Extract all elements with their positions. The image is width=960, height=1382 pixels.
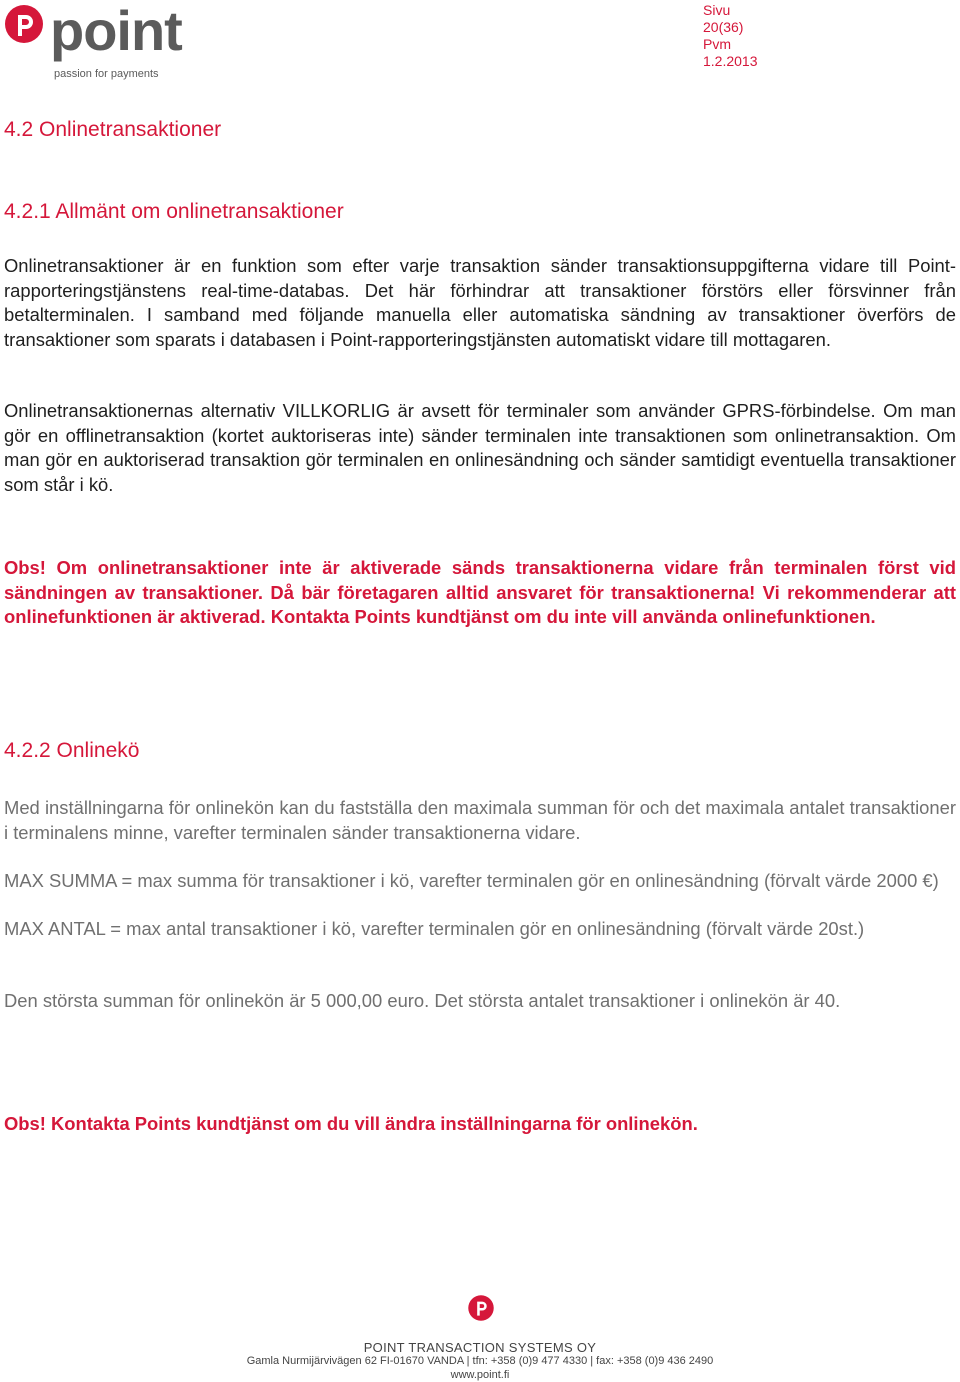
subsection-2-max-antal: MAX ANTAL = max antal transaktioner i kö, varefter terminalen gör en onlinesändning (förvalt värde 20st.) xyxy=(4,918,865,939)
subsection-2-max-summa: MAX SUMMA = max summa för transaktioner i kö, varefter terminalen gör en onlinesändning (förvalt värde 2000 €) xyxy=(4,870,939,891)
subsection-1-heading: 4.2.1 Allmänt om onlinetransaktioner xyxy=(4,200,344,223)
footer-website[interactable]: www.point.fi xyxy=(450,1369,510,1381)
subsection-1-obs-note: Obs! Om onlinetransaktioner inte är aktiverade sänds transaktionerna vidare från terminalen först vid sändningen av transaktioner. Då bär företagaren alltid ansvaret för transaktionerna! Vi rekommenderar att onlinefunktionen är aktiverad. Kontakta Points kundtjänst om du inte vill använda onlinefunktionen. xyxy=(4,557,956,628)
subsection-1-paragraph-2: Onlinetransaktionernas alternativ VILLKORLIG är avsett för terminaler som använder GPRS-förbindelse. Om man gör en offlinetransaktion (kortet auktoriseras inte) sänder terminalen inte transaktionen som onlinetransaktion. Om man gör en auktoriserad transaktion gör terminalen en onlinesändning och sänder samtidigt eventuella transaktioner som står i kö. xyxy=(4,400,956,495)
subsection-2-paragraph-3: Den största summan för onlinekön är 5 000,00 euro. Det största antalet transaktioner i onlinekön är 40. xyxy=(4,990,841,1011)
subsection-1-paragraph-1: Onlinetransaktioner är en funktion som efter varje transaktion sänder transaktionsuppgifterna vidare till Point-rapporteringstjänstens real-time-databas. Det här förhindrar att transaktioner förstörs eller försvinner från betalterminalen. I samband med följande manuella eller automatiska sändning av transaktioner överförs de transaktioner som sparats i databasen i Point-rapporteringstjänsten automatiskt vidare till mottagaren. xyxy=(4,255,956,350)
subsection-2-obs-note: Obs! Kontakta Points kundtjänst om du vill ändra inställningarna för onlinekön. xyxy=(4,1113,698,1134)
subsection-2-paragraph-1: Med inställningarna för onlinekön kan du fastställa den maximala summan för och det maximala antalet transaktioner i terminalens minne, varefter terminalen sänder transaktionerna vidare. xyxy=(4,797,956,843)
point-logo xyxy=(4,0,204,84)
footer-address: Gamla Nurmijärvivägen 62 FI-01670 VANDA | tfn: +358 (0)9 477 4330 | fax: +358 (0)9 436 2490 xyxy=(246,1355,714,1367)
header-meta xyxy=(703,2,758,70)
date-label: Pvm xyxy=(703,36,731,52)
page-number: 20(36) xyxy=(703,19,744,35)
date: 1.2.2013 xyxy=(703,53,758,69)
point-logo-mark-icon xyxy=(4,4,48,48)
subsection-2-heading: 4.2.2 Onlinekö xyxy=(4,739,140,762)
section-heading: 4.2 Onlinetransaktioner xyxy=(4,118,222,141)
logo-wordmark: point xyxy=(50,0,182,62)
footer-company: POINT TRANSACTION SYSTEMS OY xyxy=(363,1340,597,1355)
footer-logo-icon xyxy=(467,1294,495,1322)
logo-tagline: passion for payments xyxy=(54,68,159,80)
page-label: Sivu xyxy=(703,2,731,18)
